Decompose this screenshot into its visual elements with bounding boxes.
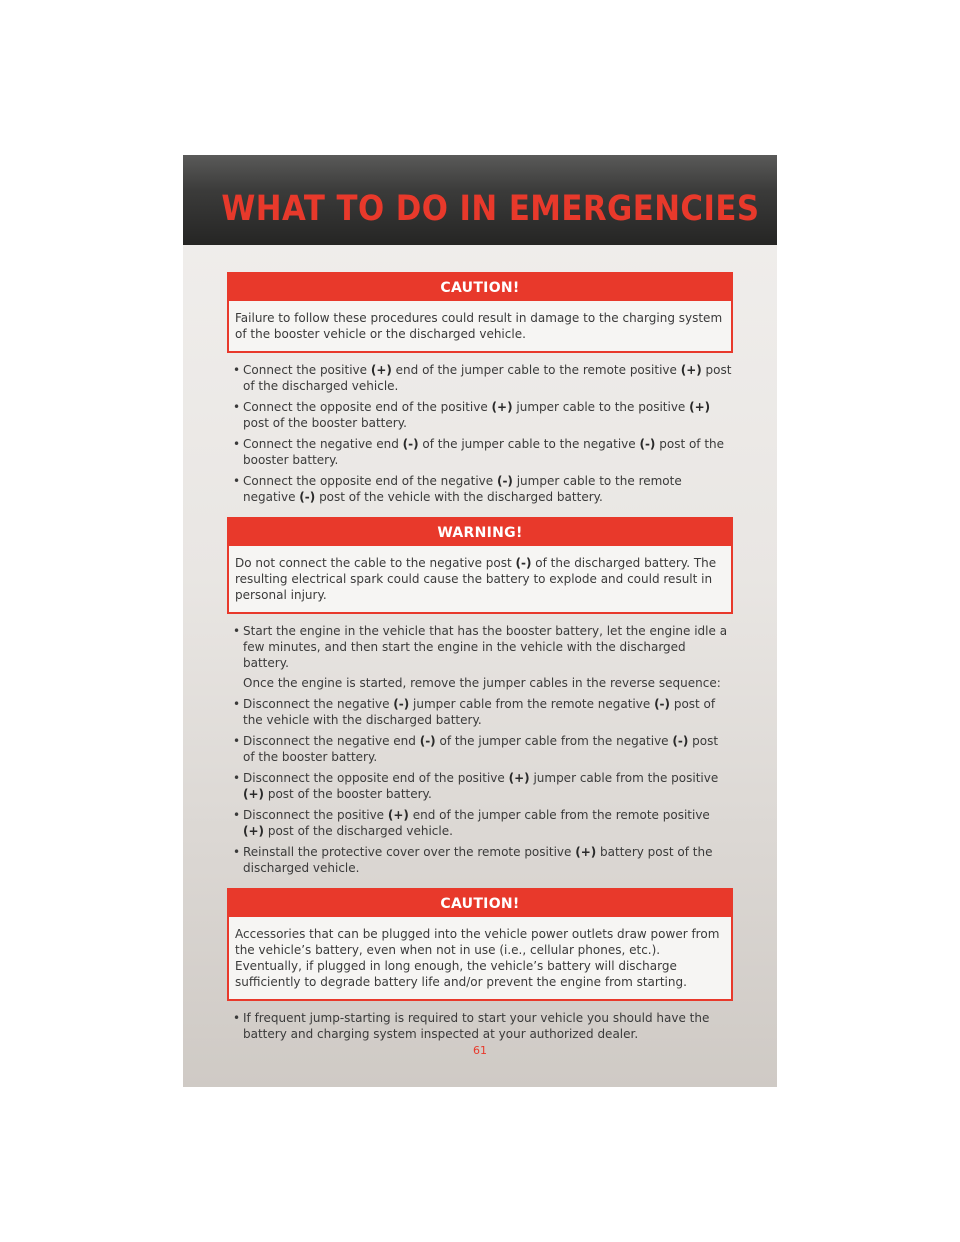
page-number: 61 (473, 1044, 487, 1057)
list-item: • Connect the opposite end of the negative (-) jumper cable to the remote negative (-) post of the vehicle with the discharged battery. (233, 474, 682, 504)
list-item: • Connect the opposite end of the positive (+) jumper cable to the positive (+) post of the booster battery. (233, 400, 711, 430)
warning-title: WARNING! (229, 519, 731, 546)
page-content (227, 272, 733, 1046)
list-item: • Disconnect the negative end (-) of the jumper cable from the negative (-) post of the booster battery. (233, 734, 719, 764)
list-item: • If frequent jump-starting is required to start your vehicle you should have the battery and charging system inspected at your authorized dealer. (233, 1011, 710, 1041)
warning-box (227, 517, 733, 614)
list-item: • Connect the positive (+) end of the jumper cable to the remote positive (+) post of the discharged vehicle. (233, 363, 732, 393)
list-item: • Connect the negative end (-) of the jumper cable to the negative (-) post of the booster battery. (233, 437, 725, 467)
caution-box (227, 888, 733, 1001)
section-header (183, 155, 777, 245)
list-item: • Disconnect the negative (-) jumper cable from the remote negative (-) post of the vehicle with the discharged battery. (233, 697, 716, 727)
caution-text: Accessories that can be plugged into the vehicle power outlets draw power from the vehicle’s battery, even when not in use (i.e., cellular phones, etc.). Eventually, if plugged in long enough, the vehicle’s battery will discharge sufficiently to degrade battery life and/or prevent the engine from starting. (235, 927, 720, 989)
list-item: • Disconnect the positive (+) end of the jumper cable from the remote positive (+) post of the discharged vehicle. (233, 808, 710, 838)
list-item: • Disconnect the opposite end of the positive (+) jumper cable from the positive (+) post of the booster battery. (233, 771, 719, 801)
caution-title: CAUTION! (229, 274, 731, 301)
section-title: WHAT TO DO IN EMERGENCIES (220, 189, 759, 229)
list-item: • Start the engine in the vehicle that has the booster battery, let the engine idle a few minutes, and then start the engine in the vehicle with the discharged battery. (233, 624, 728, 670)
reverse-sequence-note: Once the engine is started, remove the jumper cables in the reverse sequence: (243, 676, 721, 690)
manual-page (183, 155, 777, 1087)
list-item: • Reinstall the protective cover over the remote positive (+) battery post of the discharged vehicle. (233, 845, 713, 875)
caution-title: CAUTION! (229, 890, 731, 917)
caution-text: Failure to follow these procedures could result in damage to the charging system of the booster vehicle or the discharged vehicle. (235, 311, 723, 341)
warning-text: Do not connect the cable to the negative post (-) of the discharged battery. The resulting electrical spark could cause the battery to explode and could result in personal injury. (235, 556, 717, 602)
caution-box (227, 272, 733, 353)
